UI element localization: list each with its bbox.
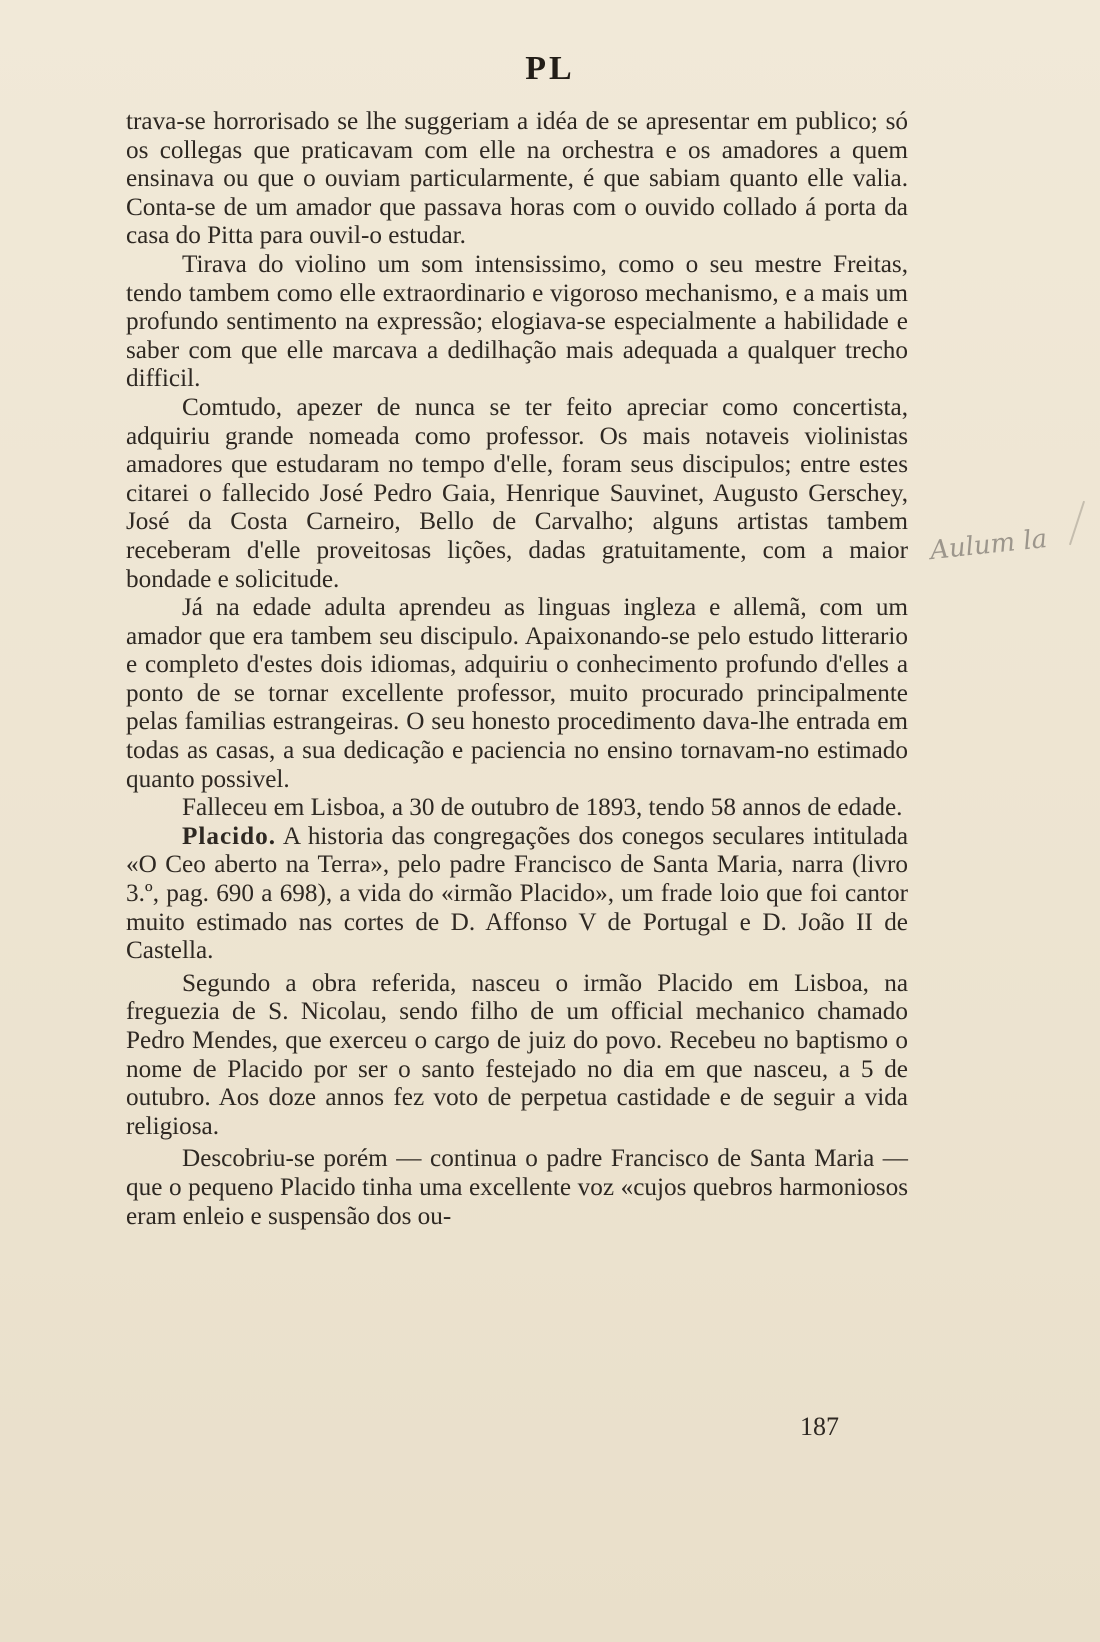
running-head: PL bbox=[525, 50, 575, 87]
entry-headword: Placido. bbox=[182, 822, 277, 850]
entry-paragraph bbox=[126, 823, 908, 966]
paragraph-4: Já na edade adulta aprendeu as linguas ingleza e allemã, com um amador que era tambem seu discipulo. Apaixonando-se pelo estudo litterario e completo d'estes dois idiomas, adquiriu o conhecimento profundo d'elles a ponto de se tornar excellente professor, muito procurado principalmente pelas familias estrangeiras. O seu honesto procedimento dava-lhe entrada em todas as casas, a sua dedicação e paciencia no ensino tornavam-no estimado quanto possivel. bbox=[126, 594, 908, 793]
paragraph-8: Descobriu-se porém — continua o padre Francisco de Santa Maria — que o pequeno Placido tinha uma excellente voz «cujos quebros harmoniosos eram enleio e suspensão dos ou- bbox=[126, 1145, 908, 1230]
paragraph-5: Falleceu em Lisboa, a 30 de outubro de 1893, tendo 58 annos de edade. bbox=[182, 794, 903, 822]
handwritten-margin-note: Aulum la bbox=[928, 523, 1049, 567]
paragraph-1: trava-se horrorisado se lhe suggeriam a idéa de se apresentar em publico; só os collegas que praticavam com elle na orchestra e os amadores a quem ensinava ou que o ouviam particularmente, é que sabiam quanto elle valia. Conta-se de um amador que passava horas com o ouvido collado á porta da casa do Pitta para ouvil-o estudar. bbox=[126, 108, 908, 250]
paragraph-7: Segundo a obra referida, nasceu o irmão Placido em Lisboa, na freguezia de S. Nicolau, sendo filho de um official mechanico chamado Pedro Mendes, que exerceu o cargo de juiz do povo. Recebeu no baptismo o nome de Placido por ser o santo festejado no dia em que nasceu, a 5 de outubro. Aos doze annos fez voto de perpetua castidade e de seguir a vida religiosa. bbox=[126, 969, 908, 1140]
paragraph-2: Tirava do violino um som intensissimo, como o seu mestre Freitas, tendo tambem como elle extraordinario e vigoroso mechanismo, e a mais um profundo sentimento na expressão; elogiava-se especialmente a habilidade e saber com que elle marcava a dedilhação mais adequada a qualquer trecho difficil. bbox=[126, 250, 908, 393]
paragraph-3: Comtudo, apezer de nunca se ter feito apreciar como concertista, adquiriu grande nomeada como professor. Os mais notaveis violinistas amadores que estudaram no tempo d'elle, foram seus discipulos; entre estes citarei o fallecido José Pedro Gaia, Henrique Sauvinet, Augusto Gerschey, José da Costa Carneiro, Bello de Carvalho; alguns artistas tambem receberam d'elle proveitosas lições, dadas gratuitamente, com a maior bondade e solicitude. bbox=[126, 393, 908, 593]
page-body bbox=[126, 108, 908, 1231]
pencil-mark bbox=[1069, 501, 1085, 545]
page-number: 187 bbox=[800, 1412, 839, 1441]
entry-text: A historia das congregações dos conegos seculares intitulada «O Ceo aberto na Terra», pelo padre Francisco de Santa Maria, narra (livro 3.º, pag. 690 a 698), a vida do «irmão Placido», um frade loio que foi cantor muito estimado nas cortes de D. Affonso V de Portugal e D. João II de Castella. bbox=[126, 822, 908, 965]
